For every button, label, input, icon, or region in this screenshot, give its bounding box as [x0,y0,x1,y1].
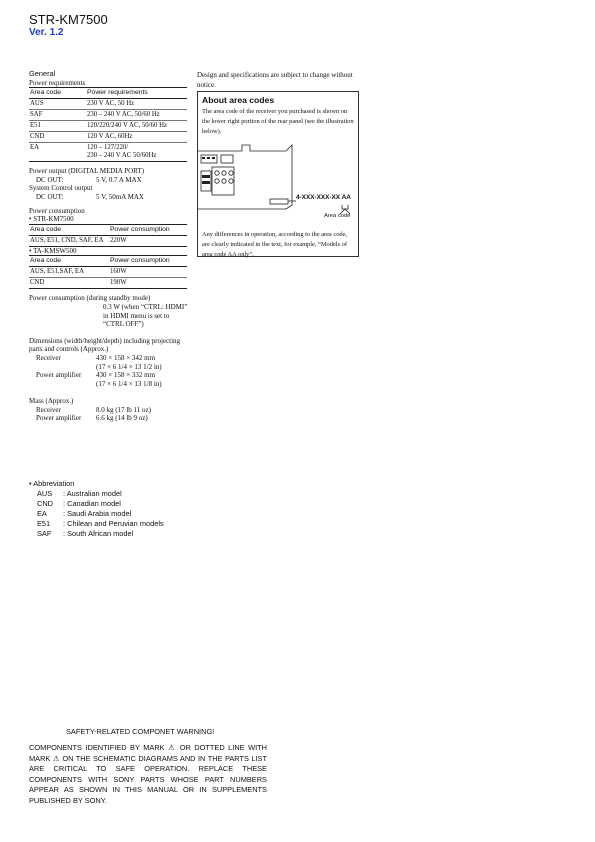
table-row [29,278,187,289]
dimension-row [29,363,189,372]
abbreviation-list [29,479,164,539]
design-note: Design and specifications are subject to change without notice. [197,71,353,89]
abbr-code: EA [37,509,47,518]
area-code-footer: Any differences in operation, according to the area code, are clearly indicated in the text, for example, “Models of area code AA only”. [202,231,348,258]
abbr-desc: : Saudi Arabia model [63,509,132,518]
dimension-key: Receiver [36,353,61,362]
mass-row [29,406,189,415]
table-cell: 120/220/240 V AC, 50/60 Hz [86,121,187,132]
standby-label: Power consumption (during standby mode) [29,294,151,303]
table-row [29,267,187,278]
mass-key: Power amplifier [36,414,82,423]
dimension-value-in: (17 × 6 1/4 × 13 1/2 in) [96,362,162,371]
table-row [29,99,187,110]
dimension-key: Power amplifier [36,371,82,380]
table-row [29,132,187,143]
table-cell: 220W [109,235,187,246]
mass-row [29,414,189,423]
abbreviation-title: • Abbreviation [29,479,75,488]
safety-warning-title: SAFETY-RELATED COMPONET WARNING! [66,727,215,736]
abbr-desc: : South African model [63,529,134,538]
power-consumption-table [29,255,187,289]
table-cell: 120 – 127/220/ 230 – 240 V AC 50/60Hz [86,143,187,162]
dimension-row [29,371,189,380]
abbr-desc: : Chilean and Peruvian models [63,519,164,528]
abbr-code: E51 [37,519,51,528]
list-item [29,509,164,519]
dc-out-key: DC OUT: [36,175,64,184]
abbr-desc: : Australian model [63,489,122,498]
dimension-value: 430 × 158 × 332 mm [96,371,156,380]
dc-out-row [29,193,189,202]
power-output-label: Power output (DIGITAL MEDIA PORT) [29,167,145,176]
table-header: Power consumption [109,224,187,235]
model-label: • STR-KM7500 [29,215,74,224]
system-control-label: System Control output [29,184,93,193]
dimension-row [29,354,189,363]
abbr-code: AUS [37,489,53,498]
list-item [29,489,164,499]
power-consumption-label: Power consumption [29,206,85,215]
mass-value: 6.6 kg (14 lb 9 oz) [96,414,148,423]
abbr-code: CND [37,499,54,508]
safety-warning-body: COMPONENTS IDENTIFIED BY MARK ⚠ OR DOTTED LINE WITH MARK ⚠ ON THE SCHEMATIC DIAGRAMS AND IN THE PARTS LIST ARE CRITICAL TO SAFE OPERATION. REPLACE THESE COMPONENTS WITH SONY PARTS WHOSE PART NUMBERS APPEAR AS SHOWN IN THIS MANUAL OR IN SUPPLEMENTS PUBLISHED BY SONY. [29,743,267,805]
table-row [29,121,187,132]
table-cell: CND [29,278,109,289]
dimension-value-in: (17 × 6 1/4 × 13 1/8 in) [96,379,162,388]
standby-value: 0.3 W (when “CTRL: HDMI” in HDMI menu is set to “CTRL OFF”) [103,302,188,329]
table-header: Area code [29,256,109,267]
table-cell: AUS, E51, CND, SAF, EA [29,235,109,246]
dc-out-value: 5 V, 50mA MAX [96,192,144,201]
dc-out-key: DC OUT: [36,192,64,201]
table-row [29,110,187,121]
abbr-code: SAF [37,529,52,538]
dc-out-row [29,176,189,185]
table-header: Power requirements [86,88,187,99]
list-item [29,529,164,539]
area-code-box [197,91,359,257]
list-item [29,499,164,509]
table-cell: AUS, E51,SAF, EA [29,267,109,278]
dimension-row [29,380,189,389]
power-requirements-label: Power requirements [29,78,86,87]
power-requirements-table [29,87,187,162]
specifications-column [29,70,189,423]
version-label: Ver. 1.2 [29,27,64,38]
area-code-sample: 4-XXX-XXX-XX AA [296,194,351,201]
mass-label: Mass (Approx.) [29,397,74,406]
table-cell: 160W [109,267,187,278]
model-label: • TA-KMSW500 [29,246,77,255]
table-cell: 230 – 240 V AC, 50/60 Hz [86,110,187,121]
area-code-title: About area codes [202,95,275,105]
mass-value: 8.0 kg (17 lb 11 oz) [96,405,151,414]
dimensions-label: Dimensions (width/height/depth) including projecting parts and controls (Approx.) [29,336,181,354]
general-heading: General [29,69,56,78]
power-consumption-table [29,224,187,247]
model-title: STR-KM7500 [29,12,108,27]
table-cell: AUS [29,99,86,110]
dimension-value: 430 × 158 × 342 mm [96,353,156,362]
table-row [29,143,187,162]
list-item [29,519,164,529]
table-cell: SAF [29,110,86,121]
table-cell: E51 [29,121,86,132]
table-cell: 230 V AC, 50 Hz [86,99,187,110]
table-cell: 190W [109,278,187,289]
table-cell: 120 V AC, 60Hz [86,132,187,143]
area-code-caption: Area code [324,213,351,219]
table-header: Area code [29,224,109,235]
table-cell: EA [29,143,86,162]
table-cell: CND [29,132,86,143]
table-header: Area code [29,88,86,99]
table-header: Power consumption [109,256,187,267]
abbr-desc: : Canadian model [63,499,121,508]
mass-key: Receiver [36,405,61,414]
rear-panel-illustration [198,135,358,215]
dc-out-value: 5 V, 0.7 A MAX [96,175,142,184]
table-row [29,235,187,246]
area-code-intro: The area code of the receiver you purchased is shown on the lower right portion of the rear panel (see the illustration below). [202,108,354,135]
